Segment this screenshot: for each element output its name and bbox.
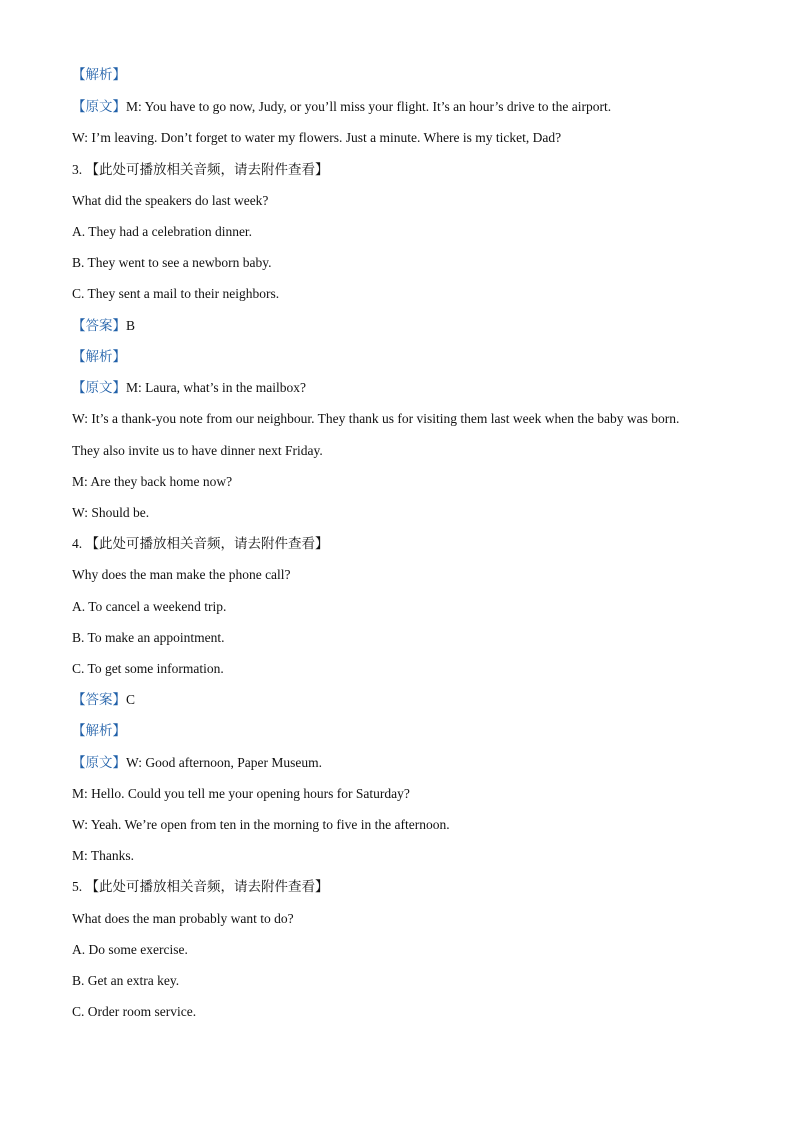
line-prefix: 【答案】 [72,318,126,334]
line-text: What does the man probably want to do? [72,911,294,926]
question-number-line [72,533,329,555]
transcript-line [72,127,561,149]
line-text: C. To get some information. [72,661,224,676]
option-b [72,627,225,649]
option-a [72,596,226,618]
line-text: W: Yeah. We’re open from ten in the morning to five in the afternoon. [72,817,450,832]
question-number: 5. [72,879,86,894]
option-b [72,252,271,274]
audio-placeholder: 【此处可播放相关音频，请去附件查看】 [85,536,329,552]
transcript-line [72,377,306,399]
line-prefix: 【原文】 [72,99,126,115]
line-text: M: Laura, what’s in the mailbox? [126,380,306,395]
line-text: W: I’m leaving. Don’t forget to water my flowers. Just a minute. Where is my ticket, Dad? [72,130,562,145]
line-prefix: 【解析】 [72,723,126,739]
line-prefix: 【解析】 [72,67,126,83]
question-number: 4. [72,536,86,551]
line-text: W: It’s a thank-you note from our neighbour. They thank us for visiting them last week when the baby was born. [72,411,680,426]
transcript-line [72,814,450,836]
option-b [72,970,179,992]
line-text: M: You have to go now, Judy, or you’ll miss your flight. It’s an hour’s drive to the airport. [126,99,612,114]
line-text: M: Thanks. [72,848,135,863]
line-text: A. To cancel a weekend trip. [72,599,227,614]
option-c [72,283,279,305]
transcript-line [72,502,149,524]
audio-placeholder: 【此处可播放相关音频，请去附件查看】 [85,879,329,895]
option-c [72,658,224,680]
line-text: B. To make an appointment. [72,630,225,645]
line-prefix: 【原文】 [72,755,126,771]
line-text: C. They sent a mail to their neighbors. [72,286,280,301]
question-number: 3. [72,162,86,177]
line-text: W: Should be. [72,505,150,520]
answer-line [72,689,135,711]
transcript-line [72,845,134,867]
line-text: What did the speakers do last week? [72,193,269,208]
line-text: B. They went to see a newborn baby. [72,255,272,270]
option-a [72,939,188,961]
analysis-heading [72,346,126,368]
line-text: M: Are they back home now? [72,474,233,489]
option-a [72,221,252,243]
line-prefix: 【答案】 [72,692,126,708]
line-text: A. They had a celebration dinner. [72,224,253,239]
question-text [72,190,268,212]
line-text: B. Get an extra key. [72,973,180,988]
question-number-line [72,876,329,898]
line-text: They also invite us to have dinner next Friday. [72,443,323,458]
question-text [72,908,294,930]
line-text: C. Order room service. [72,1004,197,1019]
line-text: M: Hello. Could you tell me your opening hours for Saturday? [72,786,410,801]
transcript-line [72,783,410,805]
transcript-line [72,440,323,462]
answer-value: C [126,692,136,707]
line-text: W: Good afternoon, Paper Museum. [126,755,322,770]
line-prefix: 【解析】 [72,349,126,365]
answer-line [72,315,135,337]
question-number-line [72,159,329,181]
option-c [72,1001,196,1023]
transcript-line [72,471,232,493]
answer-value: B [126,318,136,333]
line-text: Why does the man make the phone call? [72,567,291,582]
transcript-line [72,96,611,118]
audio-placeholder: 【此处可播放相关音频，请去附件查看】 [85,162,329,178]
analysis-heading [72,720,126,742]
transcript-line [72,408,679,430]
transcript-line [72,752,322,774]
question-text [72,564,291,586]
analysis-heading [72,64,126,86]
line-prefix: 【原文】 [72,380,126,396]
line-text: A. Do some exercise. [72,942,188,957]
